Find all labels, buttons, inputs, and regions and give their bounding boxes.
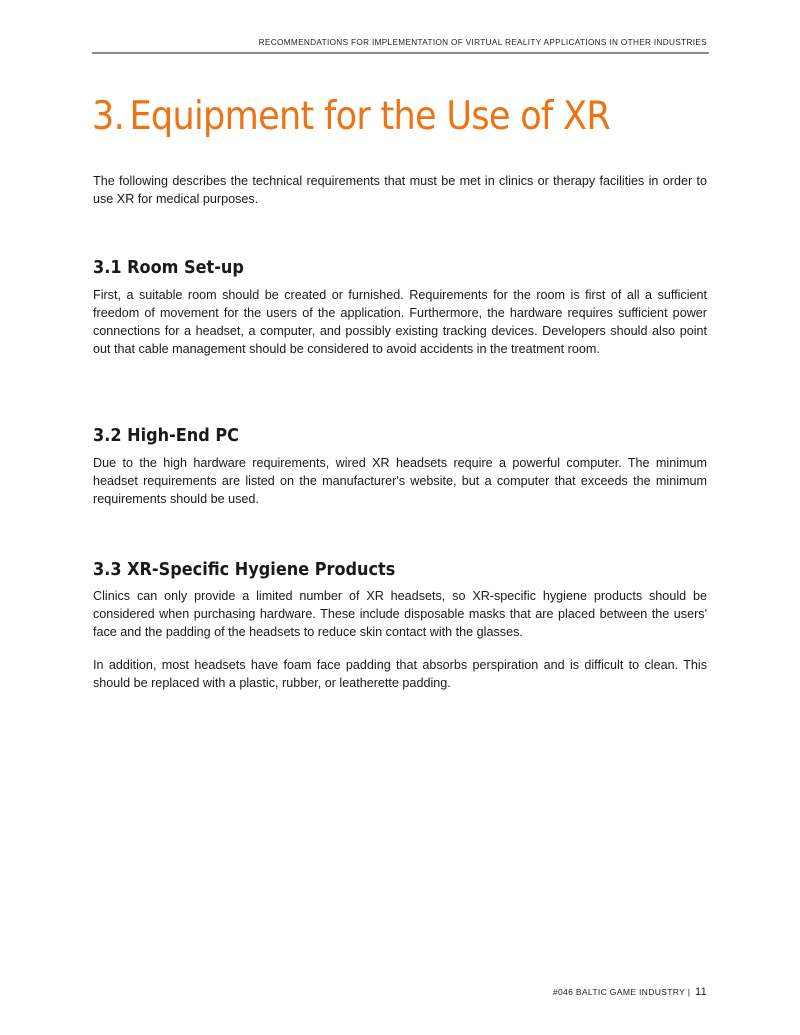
section-paragraph: In addition, most headsets have foam face padding that absorbs perspiration and is difficult to clean. This should be replaced with a plastic, rubber, or leatherette padding.	[93, 658, 707, 690]
footer-separator: |	[687, 987, 691, 997]
running-header: RECOMMENDATIONS FOR IMPLEMENTATION OF VIRTUAL REALITY APPLICATIONS IN OTHER INDUSTRIES	[258, 38, 707, 47]
chapter-intro: The following describes the technical requirements that must be met in clinics or therapy facilities in order to use XR for medical purposes.	[93, 174, 707, 206]
header-divider	[92, 52, 709, 54]
chapter-title-text: Equipment for the Use of XR	[129, 94, 611, 139]
section-paragraph: Clinics can only provide a limited number of XR headsets, so XR-specific hygiene products should be considered when purchasing hardware. These include disposable masks that are placed between the users' face and the padding of the headsets to reduce skin contact with the glasses.	[93, 589, 707, 639]
section-paragraph: Due to the high hardware requirements, wired XR headsets require a powerful computer. The minimum headset requirements are listed on the manufacturer's website, but a computer that exceeds the minimum requirements should be used.	[93, 456, 707, 506]
section-heading: 3.3 XR-Specific Hygiene Products	[93, 560, 396, 580]
page-footer	[553, 986, 707, 998]
section-paragraph: First, a suitable room should be created or furnished. Requirements for the room is first of all a sufficient freedom of movement for the users of the application. Furthermore, the hardware requires sufficient power connections for a headset, a computer, and possibly existing tracking devices. Developers should also point out that cable management should be considered to avoid accidents in the treatment room.	[93, 288, 707, 356]
page-number: 11	[694, 986, 707, 998]
section-heading: 3.1 Room Set-up	[93, 258, 244, 278]
chapter-number: 3.	[92, 94, 125, 139]
chapter-title	[92, 94, 610, 139]
section-heading: 3.2 High-End PC	[93, 426, 240, 446]
publication-name: #046 BALTIC GAME INDUSTRY	[552, 987, 686, 997]
